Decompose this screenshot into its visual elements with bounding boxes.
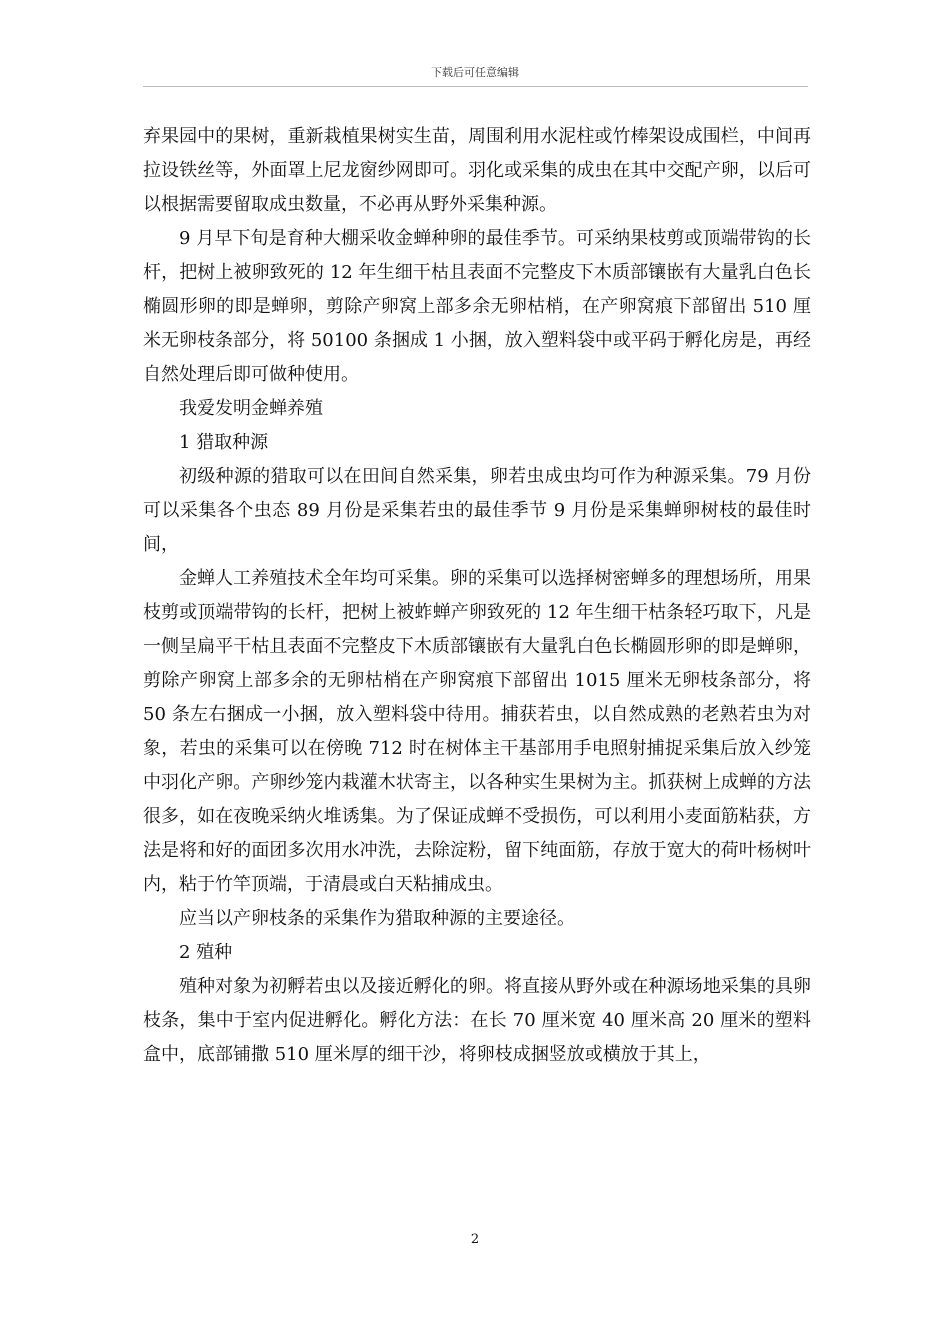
paragraph-continuation: 弃果园中的果树，重新栽植果树实生苗，周围利用水泥柱或竹棒架设成围栏，中间再拉设铁丝等，外面罩上尼龙窗纱网即可。羽化或采集的成虫在其中交配产卵，以后可以根据需要留取成虫数量，不必再从野外采集种源。 xyxy=(143,126,811,215)
section-heading-breeding: 2 殖种 xyxy=(179,942,233,963)
paragraph-collection-methods: 金蝉人工养殖技术全年均可采集。卵的采集可以选择树密蝉多的理想场所，用果枝剪或顶端带钩的长杆，把树上被蚱蝉产卵致死的 12 年生细干枯条轻巧取下，凡是一侧呈扁平干枯且表面不完整皮下木质部镶嵌有大量乳白色长椭圆形卵的即是蝉卵，剪除产卵窝上部多余的无卵枯梢在产卵窝痕下部留出 1015 厘米无卵枝条部分，将 50 条左右捆成一小捆，放入塑料袋中待用。捕获若虫，以自然成熟的老熟若虫为对象，若虫的采集可以在傍晚 712 时在树体主干基部用手电照射捕捉采集后放入纱笼中羽化产卵。产卵纱笼内栽灌木状寄主，以各种实生果树为主。抓获树上成蝉的方法很多，如在夜晚采纳火堆诱集。为了保证成蝉不受损伤，可以利用小麦面筋粘获，方法是将和好的面团多次用水冲洗，去除淀粉，留下纯面筋，存放于宽大的荷叶杨树叶内，粘于竹竿顶端，于清晨或白天粘捕成虫。 xyxy=(143,568,811,895)
page-header: 下载后可任意编辑 xyxy=(431,66,519,79)
section-heading-obtain-source: 1 猎取种源 xyxy=(179,432,269,453)
section-heading-cicada-breeding: 我爱发明金蝉养殖 xyxy=(179,398,323,419)
document-body xyxy=(143,120,811,1072)
header-divider xyxy=(143,86,808,87)
paragraph-breeding-objects: 殖种对象为初孵若虫以及接近孵化的卵。将直接从野外或在种源场地采集的具卵枝条，集中于室内促进孵化。孵化方法：在长 70 厘米宽 40 厘米高 20 厘米的塑料盒中，底部铺撒 510 厘米厚的细干沙，将卵枝成捆竖放或横放于其上， xyxy=(143,976,811,1065)
paragraph-main-approach: 应当以产卵枝条的采集作为猎取种源的主要途径。 xyxy=(179,908,575,929)
paragraph-egg-harvest-season: 9 月早下旬是育种大棚采收金蝉种卵的最佳季节。可采纳果枝剪或顶端带钩的长杆，把树上被卵致死的 12 年生细干枯且表面不完整皮下木质部镶嵌有大量乳白色长椭圆形卵的即是蝉卵，剪除产卵窝上部多余无卵枯梢，在产卵窝痕下部留出 510 厘米无卵枝条部分，将 50100 条捆成 1 小捆，放入塑料袋中或平码于孵化房是，再经自然处理后即可做种使用。 xyxy=(143,228,811,385)
page-number: 2 xyxy=(470,1232,480,1247)
paragraph-initial-source: 初级种源的猎取可以在田间自然采集，卵若虫成虫均可作为种源采集。79 月份可以采集各个虫态 89 月份是采集若虫的最佳季节 9 月份是采集蝉卵树枝的最佳时间， xyxy=(143,466,811,555)
